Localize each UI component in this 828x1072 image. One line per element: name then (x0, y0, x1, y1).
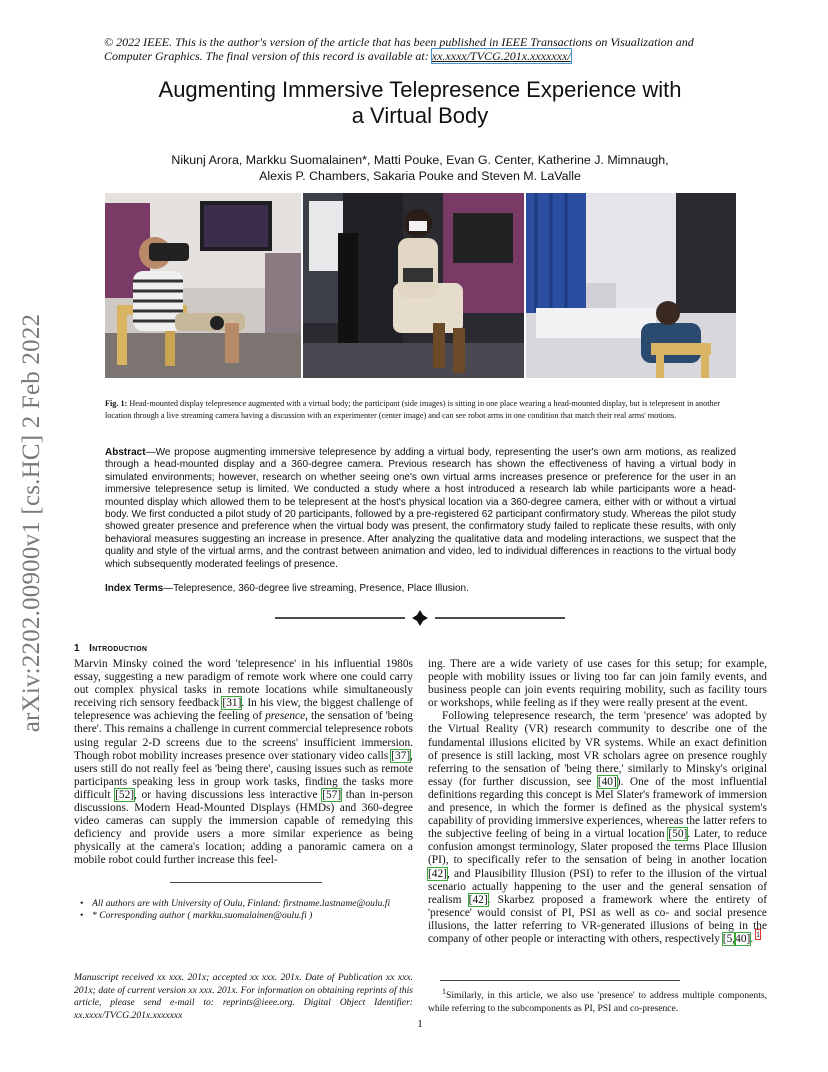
section-title: Introduction (89, 643, 148, 654)
figure-caption-text: Head-mounted display telepresence augmented with a virtual body; the participant (side images) is sitting in one place wearing a head-mounted display, but is telepresent in another location through a live streaming camera having a discussion with an experimenter (center image) and can see robot arms in one condition that match their real arms' motions. (105, 399, 720, 420)
citation-link[interactable]: [42] (428, 867, 447, 880)
participant-left-illustration (105, 193, 301, 378)
citation-link[interactable]: [5, (722, 932, 736, 945)
figure-caption (105, 398, 736, 422)
paragraph: ing. There are a wide variety of use cases for this setup; for example, people with mobility issues or living too far can join family events, and business people can join events requiring mobility, such as facility tours or workshops, while feeling as if they were really present at the event. (428, 658, 767, 710)
arxiv-stamp-text: arXiv:2202.00900v1 [cs.HC] 2 Feb 2022 (18, 313, 45, 733)
section-number: 1 (74, 643, 80, 654)
index-terms-label: Index Terms (105, 583, 164, 594)
fleuron-icon (412, 610, 428, 626)
citation-link[interactable]: [50] (668, 828, 688, 841)
title-line-2: a Virtual Body (351, 103, 489, 128)
photo-experimenter-center (303, 193, 524, 378)
footnote-rule (440, 980, 680, 981)
teaser-figure (105, 193, 736, 378)
authors-line-1: Nikunj Arora, Markku Suomalainen*, Matti Pouke, Evan G. Center, Katherine J. Mimnaugh, (171, 153, 669, 167)
index-terms (105, 582, 736, 595)
footnote (428, 986, 767, 1015)
citation-link[interactable]: [57] (322, 788, 342, 801)
copyright-text: © 2022 IEEE. This is the author's version of the article that has been published in IEEE Transactions on Visualization and Computer Graphics. The final version of this record is available at: (104, 35, 694, 63)
photo-participant-left (105, 193, 301, 378)
citation-link[interactable]: 40] (735, 932, 751, 945)
author-list (104, 152, 736, 184)
authors-line-2: Alexis P. Chambers, Sakaria Pouke and Steven M. LaValle (259, 169, 581, 183)
doi-link[interactable]: xx.xxxx/TVCG.201x.xxxxxxx/ (431, 49, 571, 63)
page-number: 1 (417, 1018, 423, 1030)
affiliations (80, 898, 410, 922)
index-terms-text: —Telepresence, 360-degree live streaming, Presence, Place Illusion. (163, 583, 469, 594)
citation-link[interactable]: [42] (468, 893, 488, 906)
footnote-rule (170, 882, 322, 883)
paper-title (104, 77, 736, 129)
abstract-text: —We propose augmenting immersive telepresence by adding a virtual body, representing the user's own arm motions, as realized through a head-mounted display and a 360-degree camera. Previous research has shown the effectiveness of having a virtual body in simulated environments; however, research on whether seeing one's own virtual arms increases presence or preference for the user in an immersive telepresence setup is limited. We conducted a study where a host introduced a research lab while participants wore a head-mounted display which allowed them to be telepresent at the host's physical location via a 360-degree camera, either with or without a virtual body. We first conducted a pilot study of 20 participants, followed by a pre-registered 62 participant confirmatory study. Whereas the pilot study showed greater presence and preference when the virtual body was present, the confirmatory study failed to replicate these results, with only behavioral measures suggesting an increase in presence. After analyzing the qualitative data and modeling interactions, we suspect that the quality and style of the virtual arms, and the contrast between animation and video, led to individual differences in reactions to the virtual body which subsequently moderated feelings of presence. (105, 447, 736, 570)
citation-link[interactable]: [37] (391, 749, 411, 762)
paragraph: Marvin Minsky coined the word 'telepresence' in his influential 1980s essay, suggesting a new paradigm of remote work where one could carry out complex physical tasks in remote locations while simultaneously receiving rich sensory feedback [31]. In his view, the biggest challenge of telepresence was achieving the feeling of presence, the sensation of 'being there'. This remains a challenge in current commercial telepresence robots using regular 2-D screens due to the screens' insufficient immersion. Though robot mobility increases presence over stationary video calls [37], users still do not really feel as 'being there', causing issues such as remote participants speaking less in group work tasks, finding the tasks more difficult [52], or having discussions less interactive [57] than in-person discussions. Modern Head-Mounted Displays (HMDs) and 360-degree video cameras can supply the immersion capable of remedying this deficiency and provide users a more similar experience as being physically at the camera's location; adding a panoramic camera on a mobile robot could further increase this feel- (74, 658, 413, 867)
paragraph: Following telepresence research, the term 'presence' was adopted by the Virtual Reality (VR) research community to describe one of the fundamental illusions elicited by VR systems. While an exact definition of presence is still lacking, most VR scholars agree on presence roughly referring to the sensation of 'being there,' similarly to Minsky's original essay (for further discussion, see [40]). One of the most influential definitions regarding this concept is Mel Slater's framework of immersion and presence, in which the former is defined as the physical system's capability of providing immersive experiences, whereas the latter refers to the subjective feeling of being in a virtual location [50]. Later, to reduce confusion amongst terminology, Slater proposed the terms Place Illusion (PI), to specifically refer to the sensation of being in another location [42], and Plausibility Illusion (PSI) to refer to the illusion of the virtual scenario actually happening to the user and the general sensation of realism [42]. Skarbez proposed a framework where the entirety of 'presence' would consist of PI, PSI as well as co- and social presence illusions, the latter referring to VR-generated illusions of being in the company of other people or interacting with others, respectively [5,40]. $^1$ (428, 710, 767, 945)
citation-link[interactable]: [31] (222, 697, 242, 710)
citation-link[interactable]: [40] (597, 775, 617, 788)
footnote-text: Similarly, in this article, we also use 'presence' to address multiple components, while referring to the subcomponents as PI, PSI and co-presence. (428, 990, 767, 1014)
section-heading (74, 643, 147, 654)
photo-participant-right (526, 193, 736, 378)
section-separator (275, 607, 565, 629)
title-line-1: Augmenting Immersive Telepresence Experience with (158, 77, 682, 102)
footnote-link[interactable]: 1 (756, 930, 761, 940)
abstract (105, 447, 736, 571)
right-column (428, 658, 767, 946)
experimenter-center-illustration (303, 193, 524, 378)
corresponding-author-item: • * Corresponding author ( markku.suomalainen@oulu.fi ) (80, 910, 410, 922)
citation-link[interactable]: [52] (115, 788, 135, 801)
affiliation-item: • All authors are with University of Oulu, Finland: firstname.lastname@oulu.fi (80, 898, 410, 910)
participant-right-illustration (526, 193, 736, 378)
figure-label: Fig. 1: (105, 399, 128, 408)
arxiv-stamp (14, 288, 50, 758)
manuscript-note: Manuscript received xx xxx. 201x; accepted xx xxx. 201x. Date of Publication xx xxx. 201x; date of current version xx xxx. 201x. For information on obtaining reprints of this article, please send e-mail to: reprints@ieee.org. Digital Object Identifier: xx.xxxx/TVCG.201x.xxxxxxx (74, 972, 413, 1021)
abstract-label: Abstract (105, 447, 146, 458)
footnote-mark: 1 (442, 987, 446, 996)
copyright-notice (104, 35, 736, 63)
left-column (74, 658, 413, 868)
